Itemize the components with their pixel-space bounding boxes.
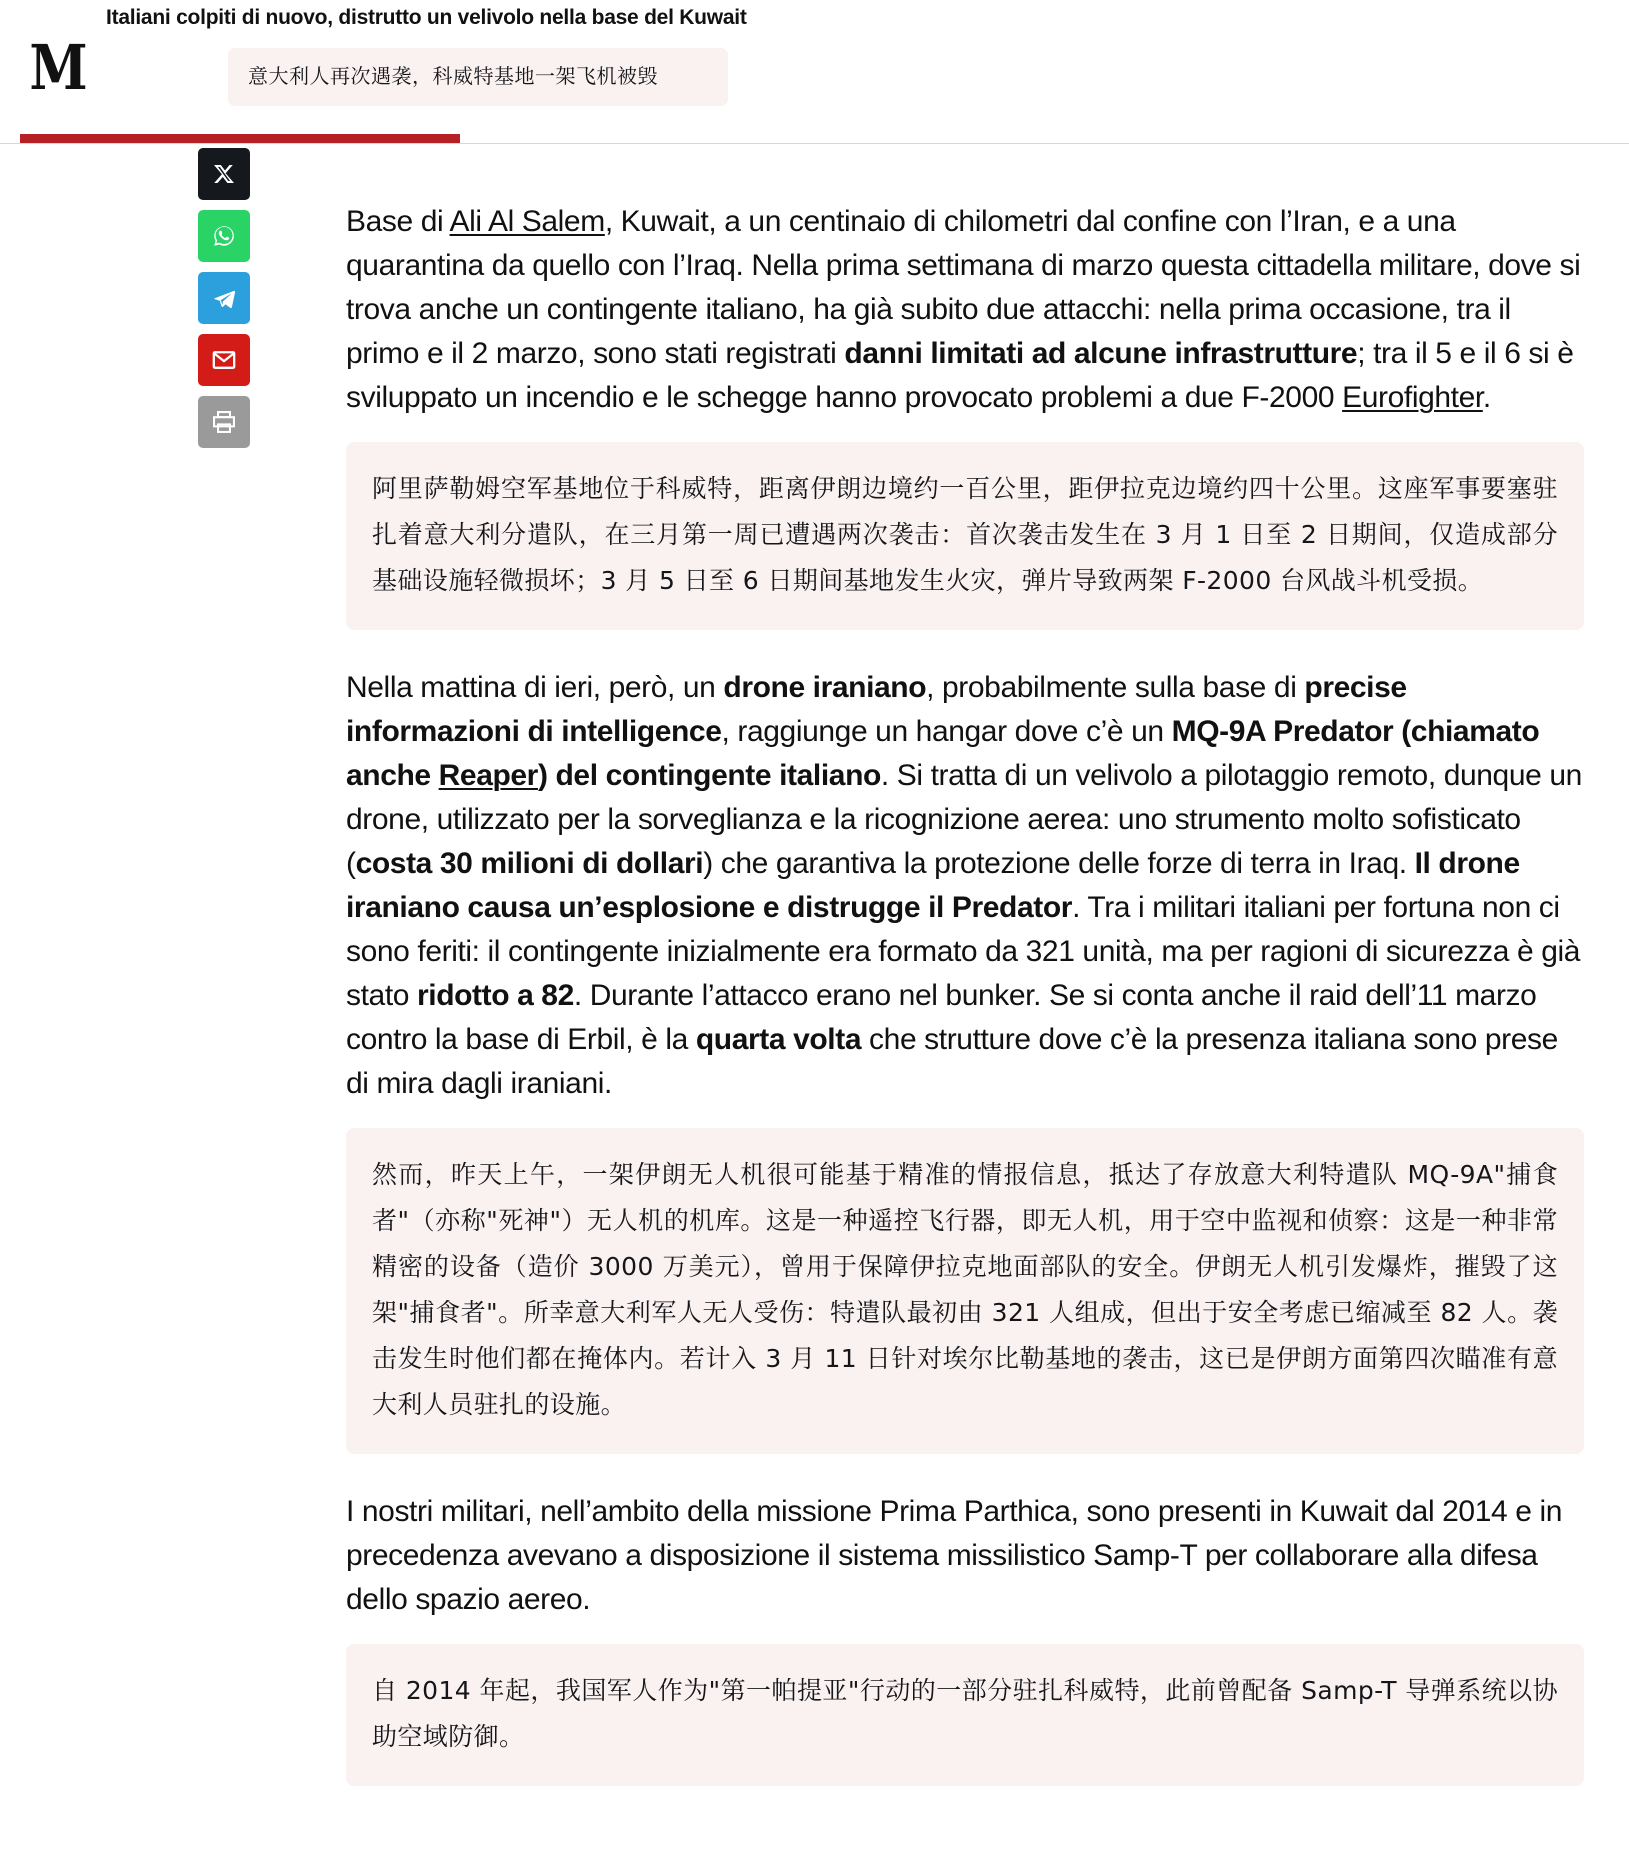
paragraph-1: [346, 200, 1584, 420]
translation-box-2: 然而，昨天上午，一架伊朗无人机很可能基于精准的情报信息，抵达了存放意大利特遣队 MQ-9A"捕食者"（亦称"死神"）无人机的机库。这是一种遥控飞行器，即无人机，用于空中监视和侦察：这是一种非常精密的设备（造价 3000 万美元），曾用于保障伊拉克地面部队的安全。伊朗无人机引发爆炸，摧毁了这架"捕食者"。所幸意大利军人无人受伤：特遣队最初由 321 人组成，但出于安全考虑已缩减至 82 人。袭击发生时他们都在掩体内。若计入 3 月 11 日针对埃尔比勒基地的袭击，这已是伊朗方面第四次瞄准有意大利人员驻扎的设施。: [346, 1128, 1584, 1454]
translation-box-3: 自 2014 年起，我国军人作为"第一帕提亚"行动的一部分驻扎科威特，此前曾配备 Samp-T 导弹系统以协助空域防御。: [346, 1644, 1584, 1786]
p2-seg-d: . Si tratta di un velivolo a pilotaggio remoto, dunque un drone, utilizzato per la sorveglianza e la ricognizione aerea: uno strumento molto sofisticato (: [346, 759, 1582, 880]
email-icon: [211, 347, 237, 373]
p2-bold-5: Il drone iraniano causa un’esplosione e distrugge il Predator: [346, 847, 1520, 924]
link-reaper[interactable]: Reaper: [438, 759, 538, 792]
share-x-button[interactable]: [198, 148, 250, 200]
p2-seg-b: , probabilmente sulla base di: [926, 671, 1305, 704]
share-email-button[interactable]: [198, 334, 250, 386]
page-header: [0, 0, 1629, 140]
p2-bold-2: precise informazioni di intelligence: [346, 671, 1407, 748]
p2-seg-h: che strutture dove c’è la presenza italiana sono prese di mira dagli iraniani.: [346, 1023, 1558, 1100]
p2-bold-3b: ) del contingente italiano: [537, 759, 881, 792]
p1-seg-a: Base di: [346, 205, 450, 238]
headline-translation-box: 意大利人再次遇袭，科威特基地一架飞机被毁: [228, 48, 728, 106]
paragraph-3: I nostri militari, nell’ambito della missione Prima Parthica, sono presenti in Kuwait dal 2014 e in precedenza avevano a disposizione il sistema missilistico Samp-T per collaborare alla difesa dello spazio aereo.: [346, 1495, 1562, 1616]
p1-bold-1: danni limitati ad alcune infrastrutture: [844, 337, 1358, 370]
share-whatsapp-button[interactable]: [198, 210, 250, 262]
share-rail: [198, 148, 250, 458]
p2-bold-7: quarta volta: [695, 1023, 862, 1056]
p1-seg-d: .: [1482, 381, 1491, 414]
p2-bold-3a: MQ-9A Predator (chiamato anche: [346, 715, 1540, 792]
p2-bold-1: drone iraniano: [723, 671, 927, 704]
share-telegram-button[interactable]: [198, 272, 250, 324]
accent-rule: [20, 134, 460, 143]
printer-icon: [211, 409, 237, 435]
p1-seg-c: ; tra il 5 e il 6 si è sviluppato un incendio e le schegge hanno provocato problemi a due F-2000: [346, 337, 1574, 414]
p2-seg-e: ) che garantiva la protezione delle forze di terra in Iraq.: [703, 847, 1415, 880]
link-ali-al-salem[interactable]: Ali Al Salem: [449, 205, 605, 238]
p2-seg-f: . Tra i militari italiani per fortuna non ci sono feriti: il contingente inizialmente era formato da 321 unità, ma per ragioni di sicurezza è già stato: [346, 891, 1581, 1012]
p2-seg-c: , raggiunge un hangar dove c’è un: [721, 715, 1172, 748]
p2-bold-4: costa 30 milioni di dollari: [355, 847, 704, 880]
translation-box-1: 阿里萨勒姆空军基地位于科威特，距离伊朗边境约一百公里，距伊拉克边境约四十公里。这座军事要塞驻扎着意大利分遣队，在三月第一周已遭遇两次袭击：首次袭击发生在 3 月 1 日至 2 日期间，仅造成部分基础设施轻微损坏；3 月 5 日至 6 日期间基地发生火灾，弹片导致两架 F-2000 台风战斗机受损。: [346, 442, 1584, 630]
p2-seg-g: . Durante l’attacco erano nel bunker. Se si conta anche il raid dell’11 marzo contro la base di Erbil, è la: [346, 979, 1537, 1056]
article-body: [346, 200, 1584, 1814]
whatsapp-icon: [210, 222, 238, 250]
x-icon: [212, 162, 236, 186]
page-title: Italiani colpiti di nuovo, distrutto un velivolo nella base del Kuwait: [106, 6, 747, 29]
print-button[interactable]: [198, 396, 250, 448]
header-divider: [0, 143, 1629, 144]
p2-bold-6: ridotto a 82: [416, 979, 574, 1012]
p2-seg-a: Nella mattina di ieri, però, un: [346, 671, 724, 704]
paragraph-2: [346, 666, 1584, 1106]
masthead-m-logo[interactable]: M: [29, 31, 87, 104]
link-eurofighter[interactable]: Eurofighter: [1342, 381, 1483, 414]
telegram-icon: [211, 285, 238, 312]
p1-seg-b: , Kuwait, a un centinaio di chilometri dal confine con l’Iran, e a una quarantina da quello con l’Iraq. Nella prima settimana di marzo questa cittadella militare, dove si trova anche un contingente italiano, ha già subito due attacchi: nella prima occasione, tra il primo e il 2 marzo, sono stati registrati: [346, 205, 1581, 370]
